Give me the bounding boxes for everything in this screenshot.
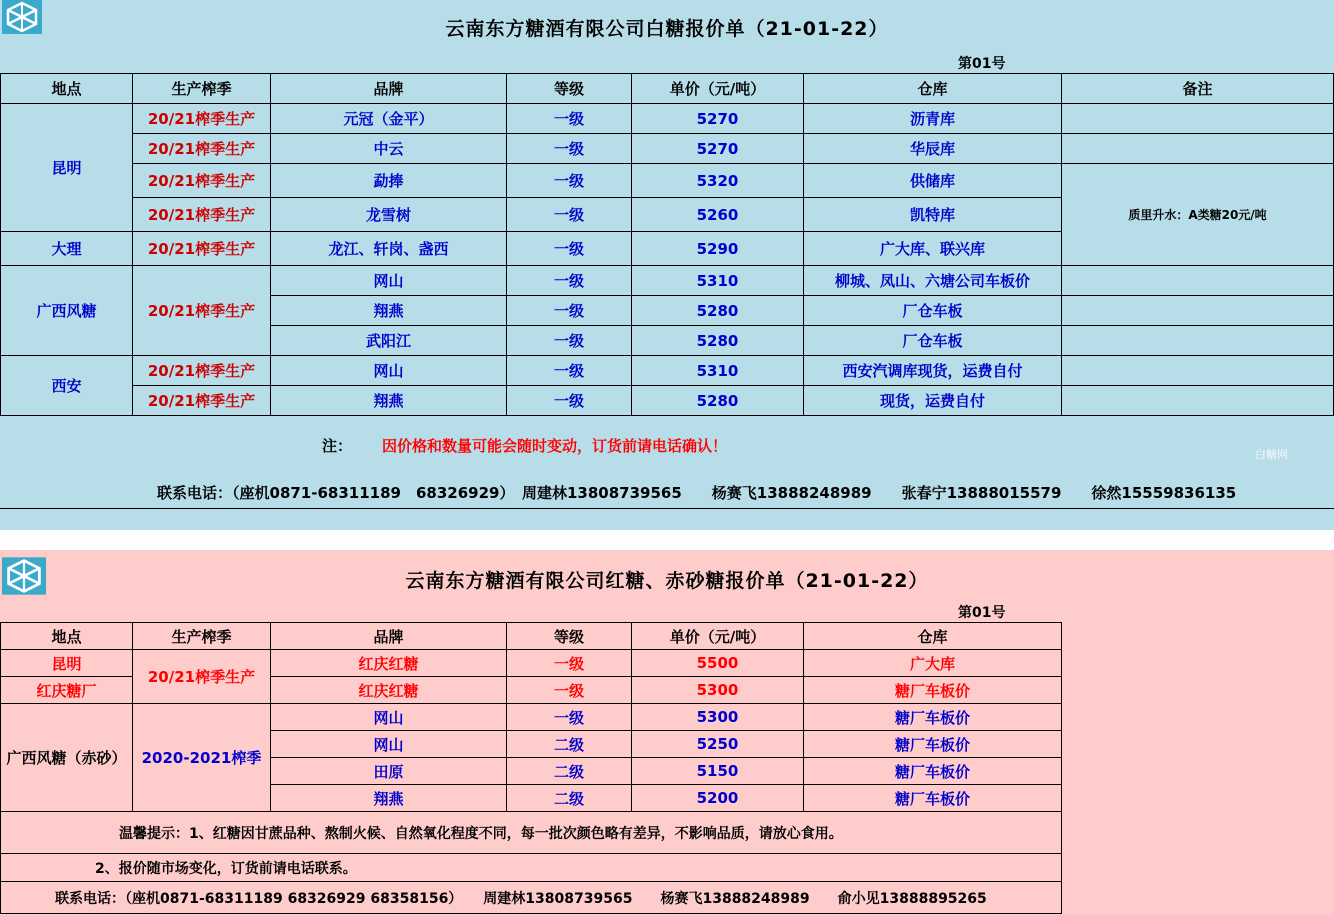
brown-sugar-title: 云南东方糖酒有限公司红糖、赤砂糖报价单（21-01-22） <box>405 570 929 592</box>
header-price: 单价（元/吨） <box>632 74 804 104</box>
remark-cell <box>1062 326 1334 356</box>
warehouse-cell: 糖厂车板价 <box>804 785 1062 812</box>
grade-cell: 一级 <box>507 232 632 266</box>
price-cell: 5310 <box>632 356 804 386</box>
grade-cell: 一级 <box>507 296 632 326</box>
contact-row <box>1 882 1062 914</box>
grade-cell: 一级 <box>507 104 632 134</box>
grade-cell: 二级 <box>507 758 632 785</box>
warehouse-cell: 广大库、联兴库 <box>804 232 1062 266</box>
remark-cell <box>1062 356 1334 386</box>
brand-cell: 翔燕 <box>271 386 507 416</box>
table-row <box>1 104 1334 134</box>
grade-cell: 一级 <box>507 198 632 232</box>
price-cell: 5200 <box>632 785 804 812</box>
season-cell: 2020-2021榨季 <box>133 704 271 812</box>
header-season: 生产榨季 <box>133 74 271 104</box>
header-price: 单价（元/吨） <box>632 623 804 650</box>
header-grade: 等级 <box>507 623 632 650</box>
header-season: 生产榨季 <box>133 623 271 650</box>
table-row <box>1 266 1334 296</box>
grade-cell: 二级 <box>507 731 632 758</box>
brand-cell: 龙雪树 <box>271 198 507 232</box>
header-location: 地点 <box>1 74 133 104</box>
brand-cell: 元冠（金平） <box>271 104 507 134</box>
brand-cell: 勐捧 <box>271 164 507 198</box>
grade-cell: 二级 <box>507 785 632 812</box>
warehouse-cell: 柳城、凤山、六塘公司车板价 <box>804 266 1062 296</box>
note-text: 因价格和数量可能会随时变动，订货前请电话确认！ <box>382 437 728 455</box>
warehouse-cell: 华辰库 <box>804 134 1062 164</box>
season-cell: 20/21榨季生产 <box>133 164 271 198</box>
tip-row <box>1 812 1062 854</box>
season-cell: 20/21榨季生产 <box>133 232 271 266</box>
season-cell: 20/21榨季生产 <box>133 386 271 416</box>
price-cell: 5270 <box>632 104 804 134</box>
brand-cell: 田原 <box>271 758 507 785</box>
price-cell: 5320 <box>632 164 804 198</box>
warehouse-cell: 糖厂车板价 <box>804 677 1062 704</box>
price-cell: 5300 <box>632 704 804 731</box>
price-cell: 5280 <box>632 296 804 326</box>
header-remark: 备注 <box>1062 74 1334 104</box>
watermark: 白糖网 <box>1255 448 1288 461</box>
price-cell: 5500 <box>632 650 804 677</box>
brand-cell: 中云 <box>271 134 507 164</box>
grade-cell: 一级 <box>507 326 632 356</box>
season-cell: 20/21榨季生产 <box>133 650 271 704</box>
brand-cell: 网山 <box>271 731 507 758</box>
warehouse-cell: 西安汽调库现货，运费自付 <box>804 356 1062 386</box>
warehouse-cell: 糖厂车板价 <box>804 758 1062 785</box>
brown-sugar-sheet <box>0 550 1334 915</box>
location-cell: 广西风糖 <box>1 266 133 356</box>
table-header-row <box>1 623 1062 650</box>
brand-cell: 龙江、轩岗、盏西 <box>271 232 507 266</box>
header-brand: 品牌 <box>271 623 507 650</box>
divider <box>0 508 1334 509</box>
season-cell: 20/21榨季生产 <box>133 198 271 232</box>
warehouse-cell: 糖厂车板价 <box>804 731 1062 758</box>
price-cell: 5310 <box>632 266 804 296</box>
warehouse-cell: 现货，运费自付 <box>804 386 1062 416</box>
table-row <box>1 650 1062 677</box>
warehouse-cell: 厂仓车板 <box>804 326 1062 356</box>
season-cell: 20/21榨季生产 <box>133 356 271 386</box>
brand-cell: 翔燕 <box>271 296 507 326</box>
warehouse-cell: 沥青库 <box>804 104 1062 134</box>
header-warehouse: 仓库 <box>804 74 1062 104</box>
location-cell: 大理 <box>1 232 133 266</box>
price-cell: 5300 <box>632 677 804 704</box>
grade-cell: 一级 <box>507 704 632 731</box>
season-cell: 20/21榨季生产 <box>133 134 271 164</box>
grade-cell: 一级 <box>507 386 632 416</box>
table-header-row <box>1 74 1334 104</box>
white-sugar-title: 云南东方糖酒有限公司白糖报价单（21-01-22） <box>445 18 889 40</box>
white-sugar-serial-number: 第01号 <box>958 56 1006 72</box>
location-cell: 昆明 <box>1 650 133 677</box>
header-location: 地点 <box>1 623 133 650</box>
season-cell: 20/21榨季生产 <box>133 104 271 134</box>
location-cell: 西安 <box>1 356 133 416</box>
brown-sugar-contact: 联系电话：（座机0871-68311189 68326929 68358156） 周建林13808739565 杨赛飞13888248989 俞小见13888895265 <box>1 882 1062 914</box>
grade-cell: 一级 <box>507 650 632 677</box>
brand-cell: 武阳江 <box>271 326 507 356</box>
remark-cell <box>1062 134 1334 164</box>
price-cell: 5290 <box>632 232 804 266</box>
price-cell: 5150 <box>632 758 804 785</box>
brown-sugar-price-table <box>0 622 1062 914</box>
remark-quality-premium: 质里升水：A类糖20元/吨 <box>1062 164 1334 266</box>
remark-cell <box>1062 386 1334 416</box>
brand-cell: 网山 <box>271 356 507 386</box>
table-row <box>1 356 1334 386</box>
brand-cell: 网山 <box>271 266 507 296</box>
warehouse-cell: 厂仓车板 <box>804 296 1062 326</box>
table-row <box>1 134 1334 164</box>
warehouse-cell: 供储库 <box>804 164 1062 198</box>
white-sugar-price-table <box>0 73 1334 416</box>
warehouse-cell: 糖厂车板价 <box>804 704 1062 731</box>
tip-row <box>1 854 1062 882</box>
season-cell: 20/21榨季生产 <box>133 266 271 356</box>
grade-cell: 一级 <box>507 134 632 164</box>
brand-cell: 翔燕 <box>271 785 507 812</box>
price-cell: 5280 <box>632 386 804 416</box>
warehouse-cell: 凯特库 <box>804 198 1062 232</box>
tip-price: 2、报价随市场变化，订货前请电话联系。 <box>1 854 1062 882</box>
grade-cell: 一级 <box>507 164 632 198</box>
location-cell: 红庆糖厂 <box>1 677 133 704</box>
tip-quality: 温馨提示：1、红糖因甘蔗品种、熬制火候、自然氧化程度不同，每一批次颜色略有差异，不影响品质，请放心食用。 <box>1 812 1062 854</box>
header-warehouse: 仓库 <box>804 623 1062 650</box>
brand-cell: 网山 <box>271 704 507 731</box>
white-sugar-contact: 联系电话：（座机0871-68311189 68326929） 周建林13808739565 杨赛飞13888248989 张春宁13888015579 徐然15559836135 <box>157 484 1237 502</box>
brand-cell: 红庆红糖 <box>271 677 507 704</box>
table-row <box>1 164 1334 198</box>
grade-cell: 一级 <box>507 356 632 386</box>
location-cell: 昆明 <box>1 104 133 232</box>
brown-sugar-serial-number: 第01号 <box>958 605 1006 621</box>
location-cell: 广西风糖（赤砂） <box>1 704 133 812</box>
warehouse-cell: 广大库 <box>804 650 1062 677</box>
header-grade: 等级 <box>507 74 632 104</box>
price-cell: 5270 <box>632 134 804 164</box>
header-brand: 品牌 <box>271 74 507 104</box>
remark-cell <box>1062 296 1334 326</box>
note-label: 注： <box>322 437 353 455</box>
remark-cell <box>1062 266 1334 296</box>
brand-cell: 红庆红糖 <box>271 650 507 677</box>
table-row <box>1 704 1062 731</box>
grade-cell: 一级 <box>507 677 632 704</box>
price-cell: 5250 <box>632 731 804 758</box>
price-cell: 5260 <box>632 198 804 232</box>
remark-cell <box>1062 104 1334 134</box>
grade-cell: 一级 <box>507 266 632 296</box>
table-row <box>1 386 1334 416</box>
price-cell: 5280 <box>632 326 804 356</box>
